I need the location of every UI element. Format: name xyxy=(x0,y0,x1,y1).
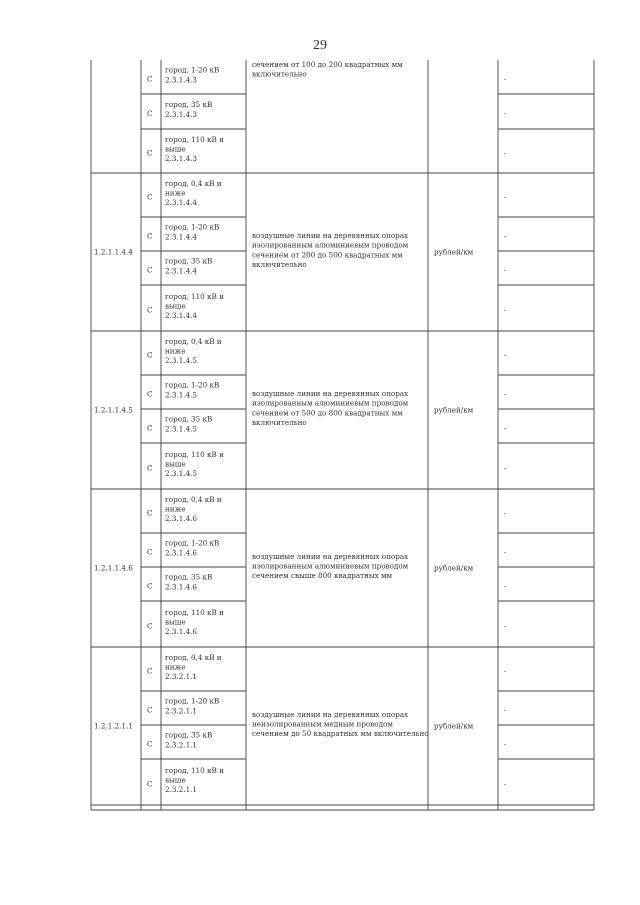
row-code: 1.2.1.1.4.5 xyxy=(94,405,133,415)
row-code: 1.2.1.1.4.4 xyxy=(94,247,133,257)
row-value: - xyxy=(504,508,507,518)
row-prefix: С xyxy=(147,705,153,715)
row-prefix: С xyxy=(147,74,153,84)
row-code: 1.2.1.1.4.6 xyxy=(94,563,133,573)
row-name: город, 35 кВ 2.3.1.4.3 xyxy=(165,100,213,119)
row-prefix: С xyxy=(147,231,153,241)
row-value: - xyxy=(504,265,507,275)
row-value: - xyxy=(504,547,507,557)
row-name: город, 35 кВ 2.3.2.1.1 xyxy=(165,730,213,750)
row-name: город, 0,4 кВ и ниже 2.3.1.4.6 xyxy=(165,494,222,524)
row-unit: рублей/км xyxy=(434,721,474,731)
row-prefix: С xyxy=(147,547,153,557)
row-prefix: С xyxy=(147,305,153,315)
row-name: город, 110 кВ и выше 2.3.1.4.6 xyxy=(165,607,224,637)
row-prefix: С xyxy=(147,389,153,399)
row-name: город, 110 кВ и выше 2.3.2.1.1 xyxy=(165,765,224,795)
row-prefix: С xyxy=(147,192,153,202)
row-value: - xyxy=(504,148,507,158)
row-name: город, 1-20 кВ 2.3.1.4.4 xyxy=(165,222,220,242)
row-prefix: С xyxy=(147,666,153,676)
page-number: 29 xyxy=(313,38,327,53)
row-value: - xyxy=(504,739,507,749)
row-name: город, 1-20 кВ 2.3.2.1.1 xyxy=(165,696,220,716)
row-value: - xyxy=(504,621,507,631)
row-code: 1.2.1.2.1.1 xyxy=(94,721,133,731)
row-description: сечением от 100 до 200 квадратных мм включительно xyxy=(252,60,403,79)
row-value: - xyxy=(504,389,507,399)
row-value: - xyxy=(504,109,507,119)
row-name: город, 35 кВ 2.3.1.4.6 xyxy=(165,572,213,592)
row-prefix: С xyxy=(147,739,153,749)
row-value: - xyxy=(504,666,507,676)
row-value: - xyxy=(504,463,507,473)
row-prefix: С xyxy=(147,109,153,119)
row-prefix: С xyxy=(147,350,153,360)
row-description: воздушные линии на деревянных опорах изолированным алюминиевым проводом сечением от 500 до 800 квадратных мм включительно xyxy=(252,389,409,427)
row-name: город, 1-20 кВ 2.3.1.4.6 xyxy=(165,538,220,558)
row-value: - xyxy=(504,779,507,789)
row-value: - xyxy=(504,705,507,715)
row-unit: рублей/км xyxy=(434,405,474,415)
row-prefix: С xyxy=(147,581,153,591)
row-value: - xyxy=(504,74,507,84)
row-description: воздушные линии на деревянных опорах изолированным алюминиевым проводом сечением от 200 до 500 квадратных мм включительно xyxy=(252,231,409,269)
row-value: - xyxy=(504,231,507,241)
row-value: - xyxy=(504,305,507,315)
row-unit: рублей/км xyxy=(434,247,474,257)
row-prefix: С xyxy=(147,148,153,158)
row-name: город, 35 кВ 2.3.1.4.4 xyxy=(165,256,213,276)
row-name: город, 1-20 кВ 2.3.1.4.3 xyxy=(165,65,220,85)
row-value: - xyxy=(504,581,507,591)
row-unit: рублей/км xyxy=(434,563,474,573)
row-name: город, 1-20 кВ 2.3.1.4.5 xyxy=(165,380,220,400)
row-prefix: С xyxy=(147,508,153,518)
row-description: воздушные линии на деревянных опорах неизолированным медным проводом сечением до 50 квадратных мм включительно xyxy=(252,709,429,739)
row-value: - xyxy=(504,423,507,433)
row-prefix: С xyxy=(147,621,153,631)
row-name: город, 0,4 кВ и ниже 2.3.2.1.1 xyxy=(165,652,222,682)
row-name: город, 0,4 кВ и ниже 2.3.1.4.5 xyxy=(165,336,222,366)
row-name: город, 35 кВ 2.3.1.4.5 xyxy=(165,414,213,434)
row-prefix: С xyxy=(147,779,153,789)
row-prefix: С xyxy=(147,423,153,433)
row-name: город, 110 кВ и выше 2.3.1.4.3 xyxy=(165,134,224,164)
row-prefix: С xyxy=(147,265,153,275)
row-name: город, 110 кВ и выше 2.3.1.4.4 xyxy=(165,291,224,321)
row-value: - xyxy=(504,192,507,202)
row-name: город, 110 кВ и выше 2.3.1.4.5 xyxy=(165,449,224,479)
row-value: - xyxy=(504,350,507,360)
row-prefix: С xyxy=(147,463,153,473)
row-description: воздушные линии на деревянных опорах изолированным алюминиевым проводом сечением свыше 800 квадратных мм xyxy=(252,551,409,581)
row-name: город, 0,4 кВ и ниже 2.3.1.4.4 xyxy=(165,178,222,208)
